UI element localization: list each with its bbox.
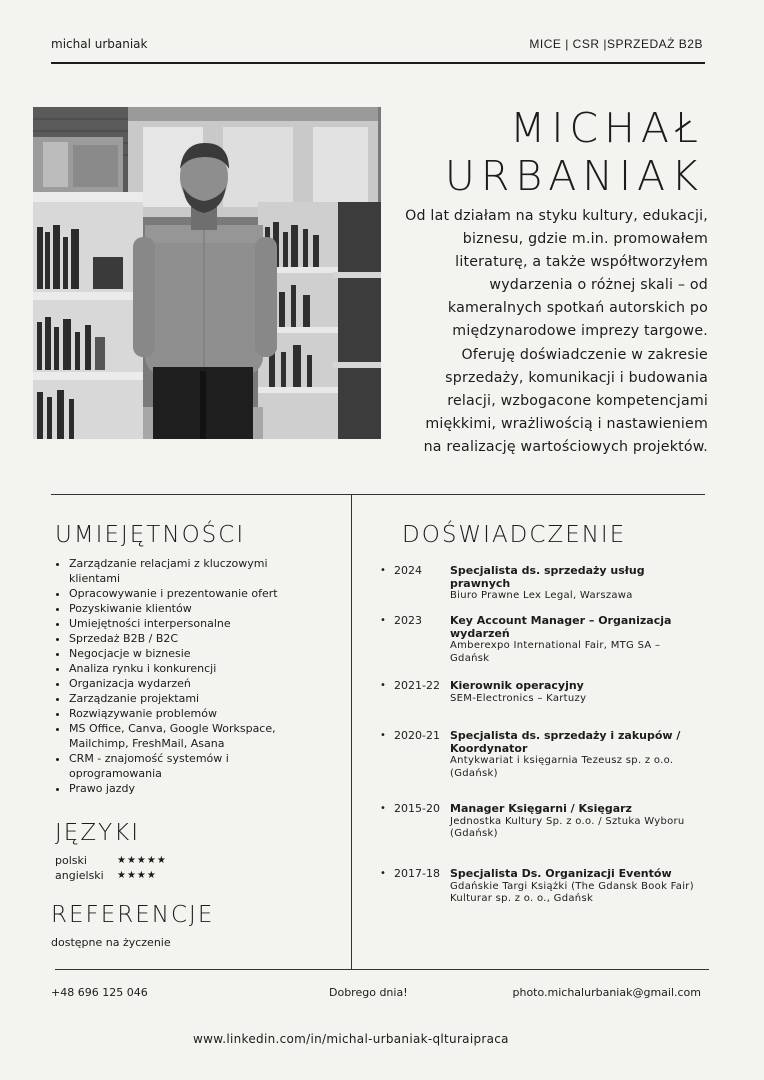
experience-role: Kierownik operacyjny	[450, 679, 584, 692]
skill-item: • Analiza rynku i konkurencji	[69, 661, 299, 676]
header-name-small: michal urbaniak	[51, 37, 148, 51]
experience-title: DOŚWIADCZENIE	[402, 522, 627, 548]
star-rating-icon: ★★★★★	[117, 855, 167, 866]
experience-org: Antykwariat i księgarnia Tezeusz sp. z o.o. (Gdańsk)	[450, 755, 674, 779]
experience-role: Specjalista ds. sprzedaży i zakupów / Koordynator	[450, 729, 681, 755]
linkedin-link[interactable]: www.linkedin.com/in/michal-urbaniak-qlturaipraca	[193, 1032, 509, 1046]
language-row	[55, 868, 167, 883]
header-tagline: MICE | CSR |SPRZEDAŻ B2B	[529, 37, 703, 51]
skill-item: • Opracowywanie i prezentowanie ofert	[69, 586, 299, 601]
greeting-text: Dobrego dnia!	[329, 986, 408, 999]
star-rating-icon: ★★★★	[117, 870, 157, 881]
experience-role: Specjalista Ds. Organizacji Eventów	[450, 867, 672, 880]
experience-year: 2020-21	[394, 729, 440, 742]
skill-item: • Rozwiązywanie problemów	[69, 706, 299, 721]
bullet-icon: •	[380, 680, 386, 691]
bullet-icon: •	[380, 868, 386, 879]
language-name: angielski	[55, 869, 104, 882]
experience-org: SEM-Electronics – Kartuzy	[450, 692, 587, 704]
bullet-icon: •	[380, 730, 386, 741]
experience-role: Key Account Manager – Organizacja wydarzeń	[450, 614, 672, 640]
bullet-icon: •	[380, 615, 386, 626]
skill-item: • CRM - znajomość systemów i oprogramowania	[69, 751, 299, 781]
divider-middle	[51, 494, 705, 495]
skill-item: • Sprzedaż B2B / B2C	[69, 631, 299, 646]
experience-org: Amberexpo International Fair, MTG SA – Gdańsk	[450, 640, 661, 664]
skill-item: • Organizacja wydarzeń	[69, 676, 299, 691]
skill-item: • Negocjacje w biznesie	[69, 646, 299, 661]
skill-item: • Zarządzanie projektami	[69, 691, 299, 706]
name-last: URBANIAK	[444, 152, 704, 200]
experience-year: 2024	[394, 564, 422, 577]
skill-item: • Pozyskiwanie klientów	[69, 601, 299, 616]
candidate-name	[445, 104, 704, 200]
bio-text: Od lat działam na styku kultury, edukacji, biznesu, gdzie m.in. promowałem literaturę, a także współtworzyłem wydarzenia o różnej skali – od kameralnych spotkań autorskich po międzynarodowe imprezy targowe. Oferuję doświadczenie w zakresie sprzedaży, komunikacji i budowania relacji, wzbogacone kompetencjami miękkimi, wrażliwością i nastawieniem na realizację wartościowych projektów.	[405, 208, 708, 455]
divider-top	[51, 62, 705, 64]
bullet-icon: •	[380, 565, 386, 576]
skill-item: • Zarządzanie relacjami z kluczowymi klientami	[69, 556, 299, 586]
experience-year: 2017-18	[394, 867, 440, 880]
phone-number[interactable]: +48 696 125 046	[51, 986, 148, 999]
skills-title: UMIEJĘTNOŚCI	[55, 522, 246, 548]
email-link[interactable]: photo.michalurbaniak@gmail.com	[512, 986, 701, 999]
divider-vertical	[351, 494, 352, 969]
experience-year: 2015-20	[394, 802, 440, 815]
experience-org: Jednostka Kultury Sp. z o.o. / Sztuka Wyboru (Gdańsk)	[450, 815, 685, 839]
references-text: dostępne na życzenie	[51, 936, 171, 949]
bullet-icon: •	[380, 803, 386, 814]
experience-role: Manager Księgarni / Księgarz	[450, 802, 632, 815]
skill-item: • MS Office, Canva, Google Workspace, Mailchimp, FreshMail, Asana	[69, 721, 299, 751]
skill-item: • Umiejętności interpersonalne	[69, 616, 299, 631]
languages-title: JĘZYKI	[55, 820, 140, 846]
profile-photo	[33, 107, 381, 439]
skills-list	[55, 556, 299, 796]
language-row	[55, 853, 167, 868]
references-title: REFERENCJE	[51, 902, 215, 928]
experience-year: 2023	[394, 614, 422, 627]
divider-bottom	[55, 969, 709, 970]
experience-year: 2021-22	[394, 679, 440, 692]
experience-role: Specjalista ds. sprzedaży usług prawnych	[450, 564, 645, 590]
language-name: polski	[55, 854, 87, 867]
name-first: MICHAŁ	[509, 104, 704, 152]
experience-org: Biuro Prawne Lex Legal, Warszawa	[450, 590, 633, 601]
experience-org: Gdańskie Targi Książki (The Gdansk Book Fair) Kulturar sp. z o. o., Gdańsk	[450, 880, 694, 904]
languages-list	[55, 853, 167, 883]
skill-item: • Prawo jazdy	[69, 781, 299, 796]
